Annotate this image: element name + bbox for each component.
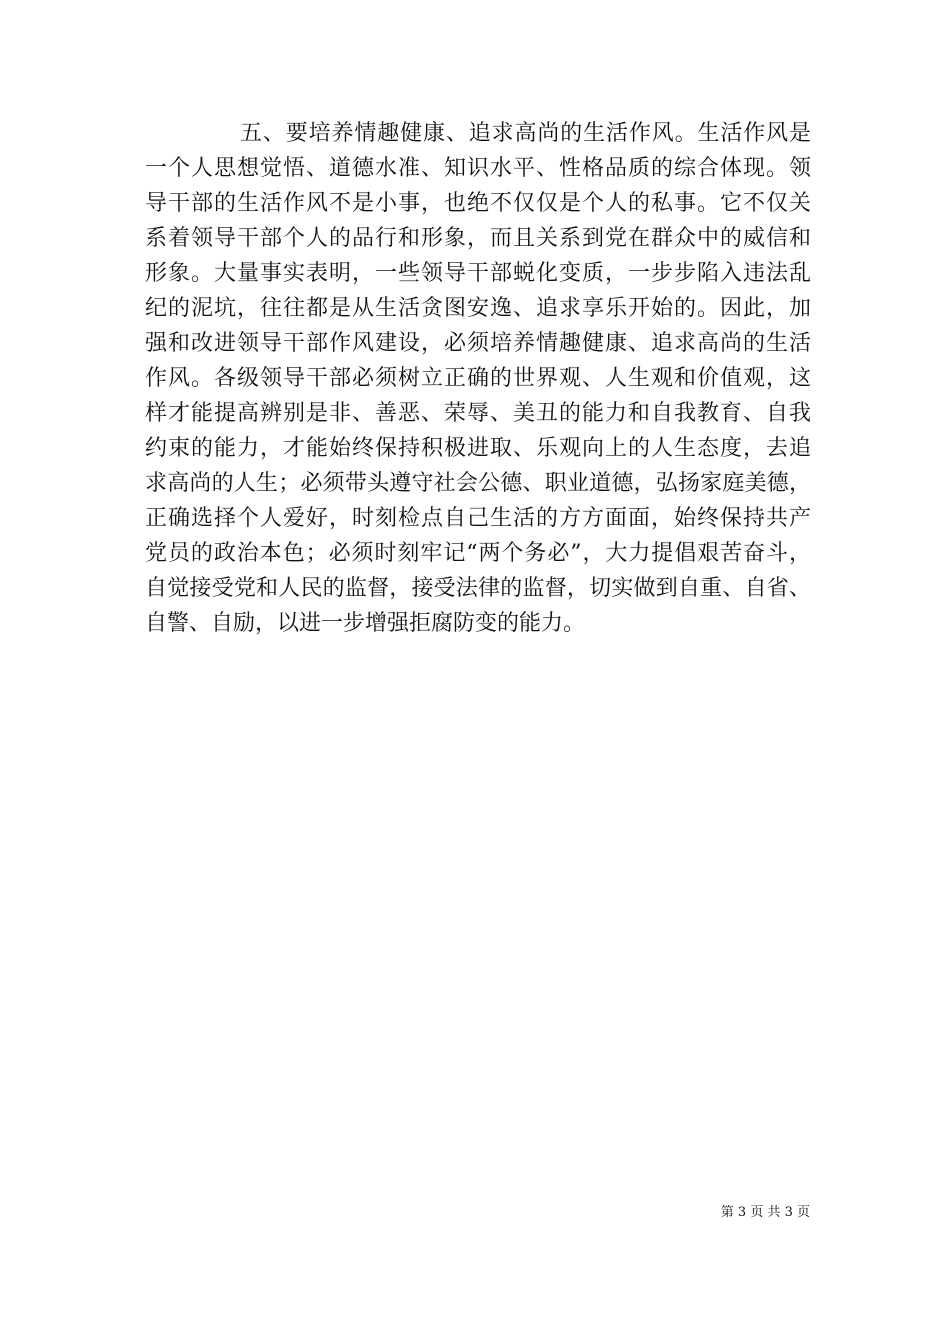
paragraph-line: 纪的泥坑，往往都是从生活贪图安逸、追求享乐开始的。因此，加	[145, 296, 811, 321]
paragraph-line: 导干部的生活作风不是小事，也绝不仅仅是个人的私事。它不仅关	[145, 191, 811, 216]
paragraph-line: 党员的政治本色；必须时刻牢记“两个务必”，大力提倡艰苦奋斗，	[145, 541, 811, 566]
paragraph-line: 系着领导干部个人的品行和形象，而且关系到党在群众中的威信和	[145, 226, 811, 251]
paragraph-line: 自觉接受党和人民的监督，接受法律的监督，切实做到自重、自省、	[145, 576, 811, 601]
paragraph-line: 五、要培养情趣健康、追求高尚的生活作风。生活作风是	[240, 121, 811, 146]
paragraph-line: 求高尚的人生；必须带头遵守社会公德、职业道德，弘扬家庭美德，	[145, 471, 811, 496]
paragraph-line: 强和改进领导干部作风建设，必须培养情趣健康、追求高尚的生活	[145, 331, 811, 356]
paragraph-line: 自警、自励，以进一步增强拒腐防变的能力。	[145, 611, 586, 636]
paragraph-section-five	[145, 116, 811, 641]
page-number-footer: 第 3 页 共 3 页	[720, 1205, 810, 1220]
paragraph-line: 正确选择个人爱好，时刻检点自己生活的方方面面，始终保持共产	[145, 506, 811, 531]
paragraph-line: 形象。大量事实表明，一些领导干部蜕化变质，一步步陷入违法乱	[145, 261, 811, 286]
paragraph-line: 样才能提高辨别是非、善恶、荣辱、美丑的能力和自我教育、自我	[145, 401, 811, 426]
paragraph-line: 作风。各级领导干部必须树立正确的世界观、人生观和价值观，这	[145, 366, 811, 391]
paragraph-line: 约束的能力，才能始终保持积极进取、乐观向上的人生态度，去追	[145, 436, 811, 461]
paragraph-line: 一个人思想觉悟、道德水准、知识水平、性格品质的综合体现。领	[145, 156, 811, 181]
